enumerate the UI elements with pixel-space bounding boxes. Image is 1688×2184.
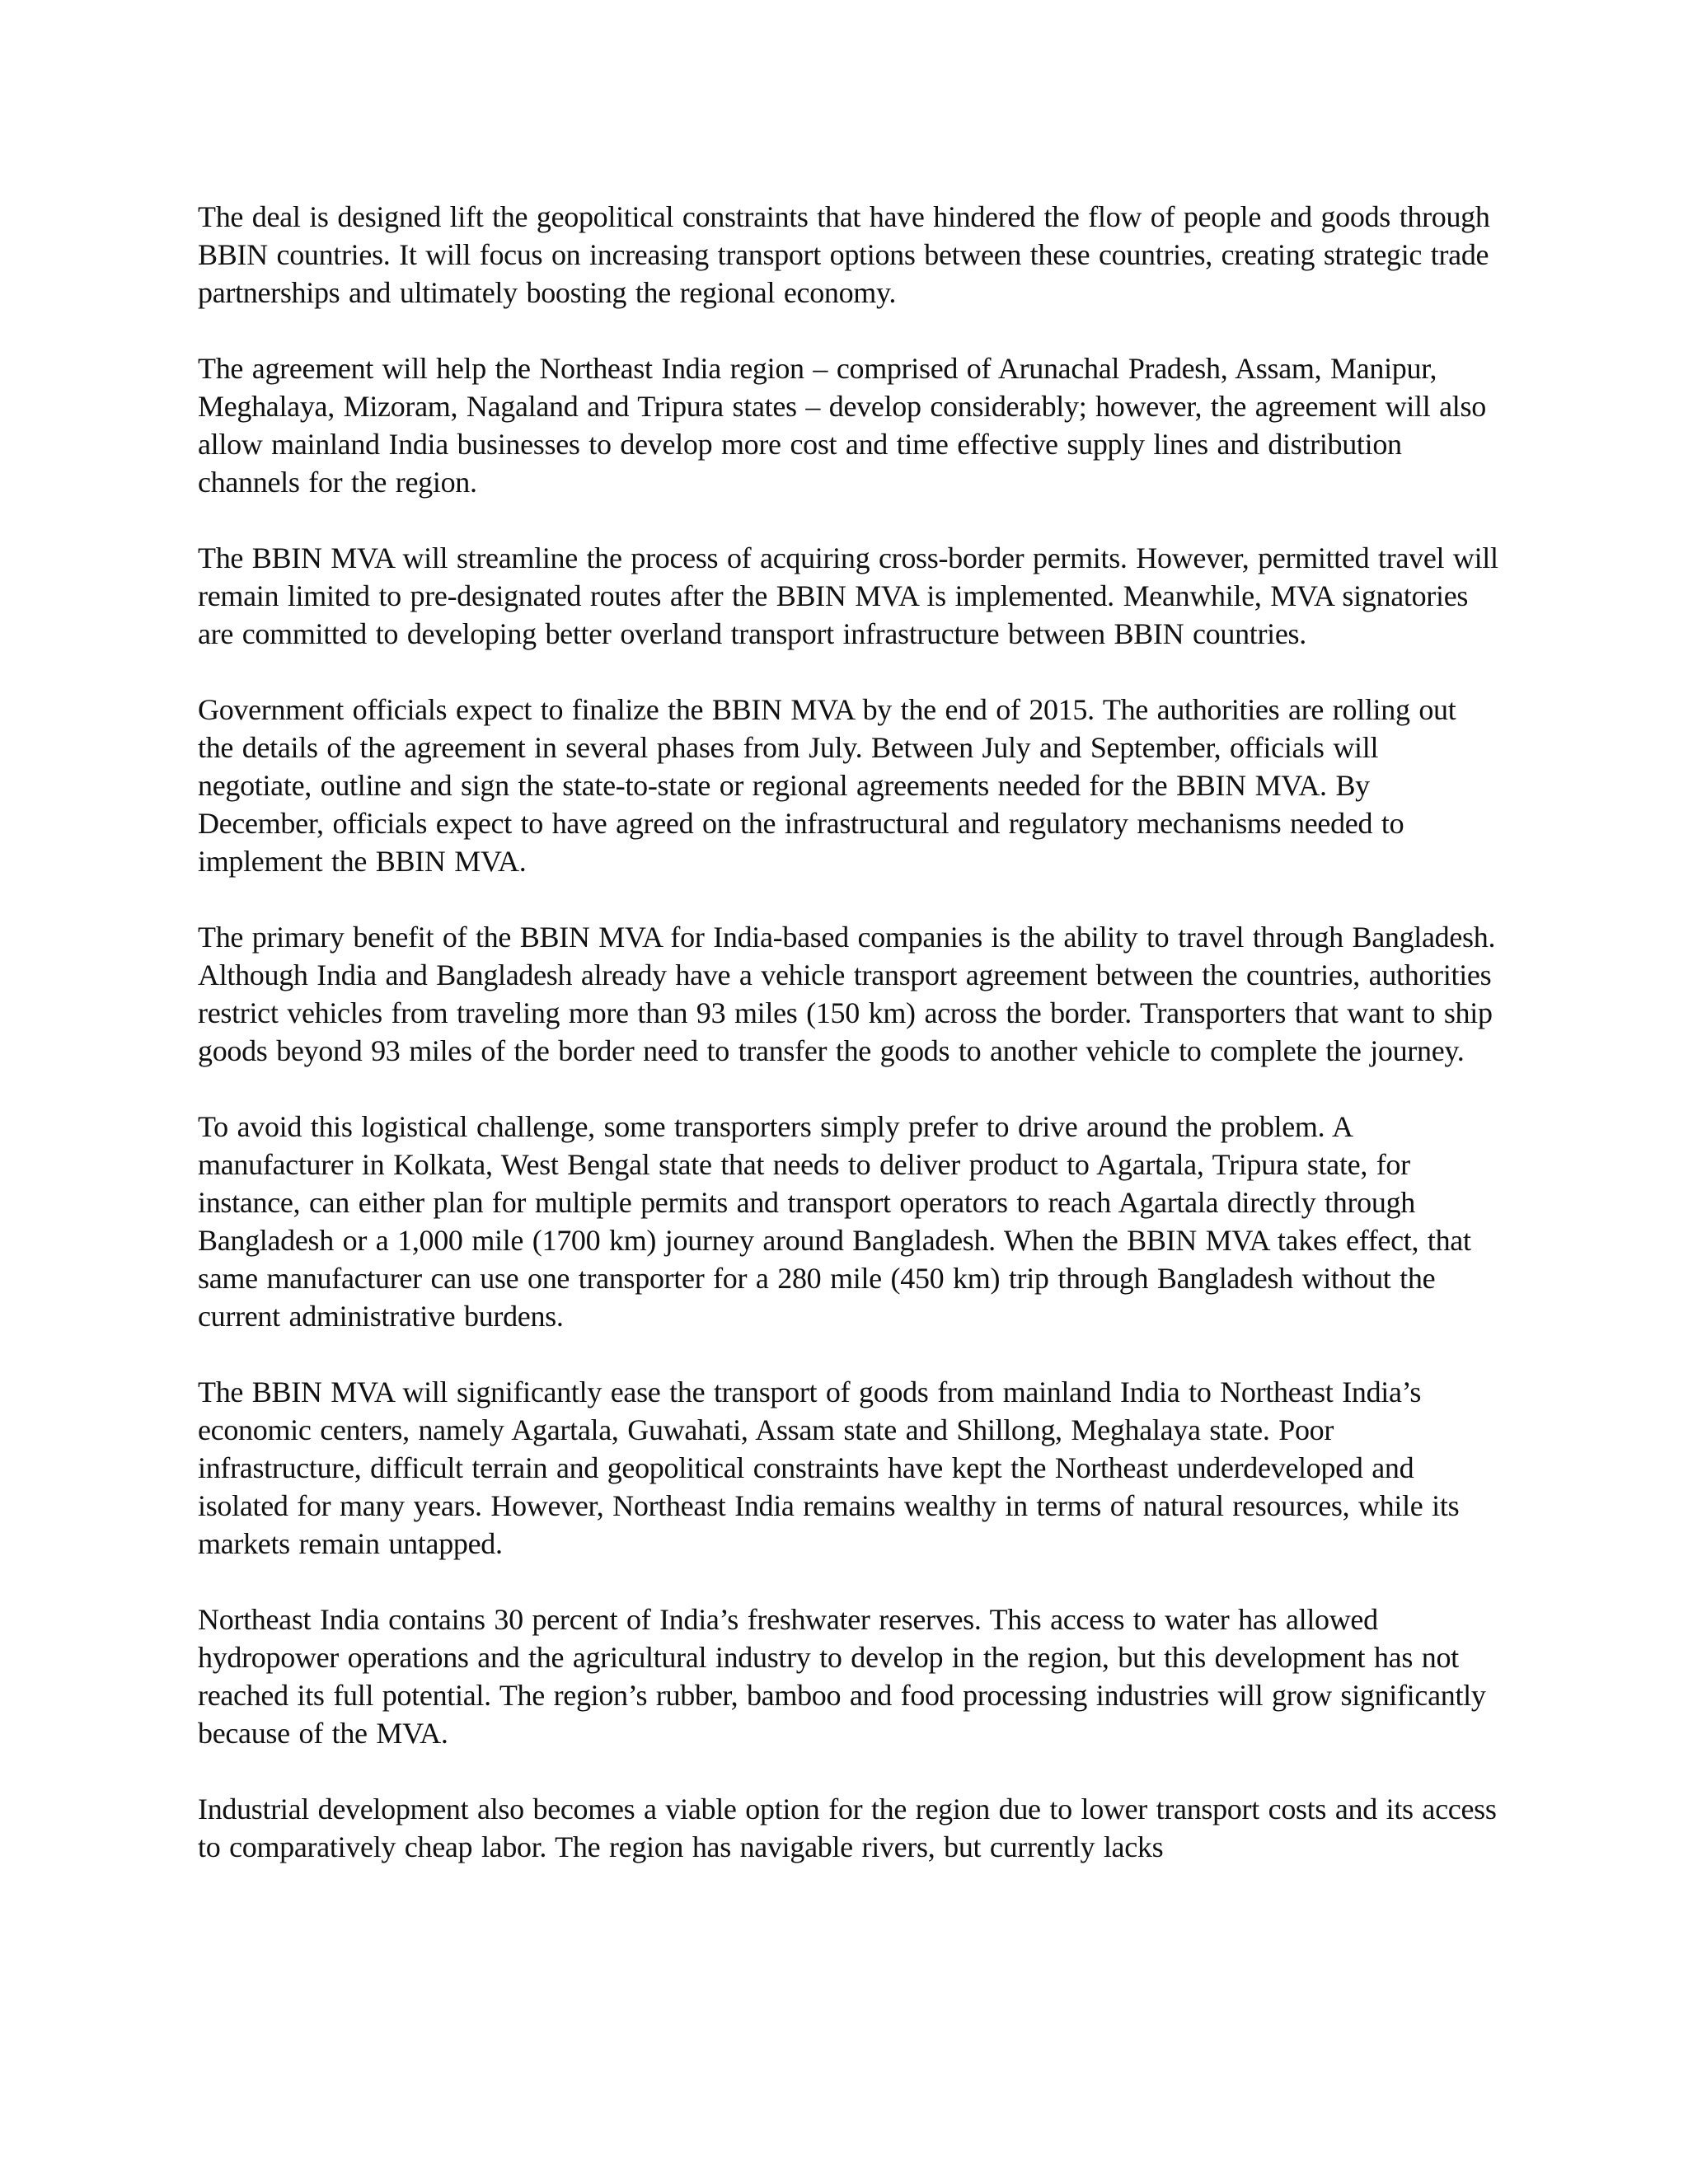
paragraph-6: To avoid this logistical challenge, some transporters simply prefer to drive around the problem. A manufacturer in Kolkata, West Bengal state that needs to deliver product to Agartala, Tripura state, for instance, can either plan for multiple permits and transport operators to reach Agartala directly through Bangladesh or a 1,000 mile (1700 km) journey around Bangladesh. When the BBIN MVA takes effect, that same manufacturer can use one transporter for a 280 mile (450 km) trip through Bangladesh without the current administrative burdens. [198, 1110, 1471, 1333]
paragraph-7: The BBIN MVA will significantly ease the transport of goods from mainland India to Northeast India’s economic centers, namely Agartala, Guwahati, Assam state and Shillong, Meghalaya state. Poor infrastructure, difficult terrain and geopolitical constraints have kept the Northeast underdeveloped and isolated for many years. However, Northeast India remains wealthy in terms of natural resources, while its markets remain untapped. [198, 1376, 1460, 1560]
paragraph-8: Northeast India contains 30 percent of India’s freshwater reserves. This access to water has allowed hydropower operations and the agricultural industry to develop in the region, but this development has not reached its full potential. The region’s rubber, bamboo and food processing industries will grow significantly because of the MVA. [198, 1603, 1486, 1750]
paragraph-9: Industrial development also becomes a viable option for the region due to lower transport costs and its access to comparatively cheap labor. The region has navigable rivers, but currently lacks [198, 1793, 1497, 1863]
paragraph-1: The deal is designed lift the geopolitical constraints that have hindered the flow of people and goods through BBIN countries. It will focus on increasing transport options between these countries, creating strategic trade partnerships and ultimately boosting the regional economy. [198, 200, 1490, 309]
paragraph-2: The agreement will help the Northeast India region – comprised of Arunachal Pradesh, Assam, Manipur, Meghalaya, Mizoram, Nagaland and Tripura states – develop considerably; however, the agreement will also allow mainland India businesses to develop more cost and time effective supply lines and distribution channels for the region. [198, 352, 1486, 499]
document-body [198, 198, 1500, 1904]
paragraph-4: Government officials expect to finalize the BBIN MVA by the end of 2015. The authorities are rolling out the details of the agreement in several phases from July. Between July and September, officials will negotiate, outline and sign the state-to-state or regional agreements needed for the BBIN MVA. By December, officials expect to have agreed on the infrastructural and regulatory mechanisms needed to implement the BBIN MVA. [198, 693, 1456, 878]
paragraph-3: The BBIN MVA will streamline the process of acquiring cross-border permits. However, permitted travel will remain limited to pre-designated routes after the BBIN MVA is implemented. Meanwhile, MVA signatories are committed to developing better overland transport infrastructure between BBIN countries. [198, 541, 1498, 650]
paragraph-5: The primary benefit of the BBIN MVA for India-based companies is the ability to travel through Bangladesh. Although India and Bangladesh already have a vehicle transport agreement between the countries, authorities restrict vehicles from traveling more than 93 miles (150 km) across the border. Transporters that want to ship goods beyond 93 miles of the border need to transfer the goods to another vehicle to complete the journey. [198, 921, 1496, 1067]
